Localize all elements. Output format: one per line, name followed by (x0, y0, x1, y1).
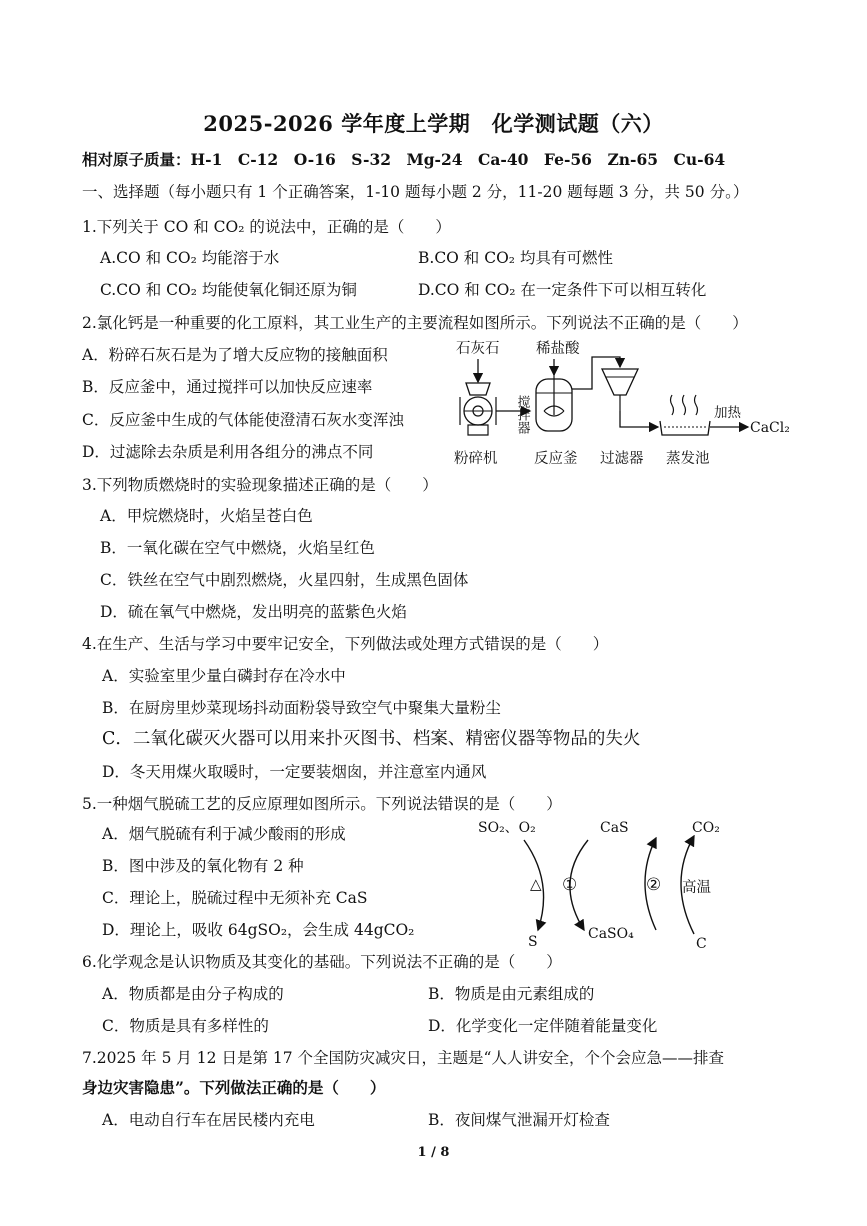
label-filter: 过滤器 (600, 451, 644, 467)
label-limestone: 石灰石 (456, 341, 500, 357)
q1-option-a: A.CO 和 CO₂ 均能溶于水 (100, 249, 280, 267)
q3-option-d: D．硫在氧气中燃烧，发出明亮的蓝紫色火焰 (100, 603, 407, 621)
label-high-temp: 高温 (682, 880, 711, 896)
q1-option-b: B.CO 和 CO₂ 均具有可燃性 (418, 249, 613, 267)
label-delta: △ (530, 875, 542, 893)
q4-option-b: B．在厨房里炒菜现场抖动面粉袋导致空气中聚集大量粉尘 (102, 699, 501, 717)
q2-option-a: A．粉碎石灰石是为了增大反应物的接触面积 (82, 346, 388, 364)
reactor-icon (536, 373, 572, 431)
label-so2-o2: SO₂、O₂ (478, 820, 536, 836)
q4-option-a: A．实验室里少量白磷封存在冷水中 (102, 667, 346, 685)
section-heading: 一、选择题（每小题只有 1 个正确答案，1-10 题每小题 2 分，11-20 题每题 3 分，共 50 分。） (82, 183, 749, 201)
q6-option-c: C．物质是具有多样性的 (102, 1017, 269, 1035)
q3-option-b: B．一氧化碳在空气中燃烧，火焰呈红色 (100, 539, 375, 557)
label-product: CaCl₂ (750, 420, 790, 436)
q5-option-b: B．图中涉及的氧化物有 2 种 (102, 857, 304, 875)
q6-stem: 6.化学观念是认识物质及其变化的基础。下列说法不正确的是（ ） (82, 953, 562, 971)
q7-stem-line2: 身边灾害隐患”。下列做法正确的是（ ） (82, 1078, 386, 1097)
q1-option-c: C.CO 和 CO₂ 均能使氧化铜还原为铜 (100, 281, 357, 299)
q1-option-d: D.CO 和 CO₂ 在一定条件下可以相互转化 (418, 281, 707, 299)
label-caso4: CaSO₄ (588, 926, 634, 942)
q6-option-a: A．物质都是由分子构成的 (102, 985, 284, 1003)
q6-option-d: D．化学变化一定伴随着能量变化 (428, 1017, 658, 1035)
label-evaporator: 蒸发池 (666, 451, 710, 467)
q7-stem-line1: 7.2025 年 5 月 12 日是第 17 个全国防灾减灾日，主题是“人人讲安全，个个会应急——排查 (82, 1049, 724, 1067)
q2-process-diagram (452, 335, 802, 470)
q2-stem: 2.氯化钙是一种重要的化工原料，其工业生产的主要流程如图所示。下列说法不正确的是（ ） (82, 314, 748, 332)
q5-reaction-diagram (476, 812, 756, 952)
q1-stem: 1.下列关于 CO 和 CO₂ 的说法中，正确的是（ ） (82, 218, 451, 236)
q4-option-c: C．二氧化碳灭火器可以用来扑灭图书、档案、精密仪器等物品的失火 (102, 729, 641, 749)
label-s: S (528, 934, 538, 950)
page-number: 1 / 8 (417, 1145, 450, 1160)
q5-option-a: A．烟气脱硫有利于减少酸雨的形成 (102, 825, 346, 843)
q2-option-c: C．反应釜中生成的气体能使澄清石灰水变浑浊 (82, 411, 404, 429)
q3-option-a: A．甲烷燃烧时，火焰呈苍白色 (100, 507, 313, 525)
label-c: C (696, 936, 707, 952)
filter-icon (602, 369, 638, 411)
page-title: 2025-2026 学年度上学期 化学测试题（六） (203, 111, 664, 136)
label-acid: 稀盐酸 (536, 341, 580, 357)
label-step1: ① (562, 875, 578, 895)
q6-option-b: B．物质是由元素组成的 (428, 985, 595, 1003)
q5-option-c: C．理论上，脱硫过程中无须补充 CaS (102, 889, 368, 907)
evaporator-icon (660, 395, 710, 435)
q7-option-a: A．电动自行车在居民楼内充电 (102, 1111, 315, 1129)
label-crusher: 粉碎机 (454, 451, 498, 467)
label-heat: 加热 (714, 405, 741, 421)
label-reactor: 反应釜 (534, 451, 578, 467)
q4-option-d: D．冬天用煤火取暖时，一定要装烟囱，并注意室内通风 (102, 763, 487, 781)
q5-option-d: D．理论上，吸收 64gSO₂，会生成 44gCO₂ (102, 921, 415, 939)
crusher-icon (460, 383, 496, 435)
q2-option-d: D．过滤除去杂质是利用各组分的沸点不同 (82, 443, 374, 461)
q4-stem: 4.在生产、生活与学习中要牢记安全，下列做法或处理方式错误的是（ ） (82, 635, 609, 653)
q7-option-b: B．夜间煤气泄漏开灯检查 (428, 1111, 610, 1129)
q2-option-b: B．反应釜中，通过搅拌可以加快反应速率 (82, 378, 373, 396)
q3-option-c: C．铁丝在空气中剧烈燃烧，火星四射，生成黑色固体 (100, 571, 469, 589)
q3-stem: 3.下列物质燃烧时的实验现象描述正确的是（ ） (82, 476, 438, 494)
q5-stem: 5.一种烟气脱硫工艺的反应原理如图所示。下列说法错误的是（ ） (82, 795, 562, 813)
label-step2: ② (646, 875, 662, 895)
label-stirrer-1: 搅拌器 (514, 395, 530, 434)
label-cas: CaS (600, 820, 629, 836)
atomic-masses: 相对原子质量：H-1 C-12 O-16 S-32 Mg-24 Ca-40 Fe-56 Zn-65 Cu-64 (82, 150, 726, 169)
label-co2: CO₂ (692, 820, 720, 836)
